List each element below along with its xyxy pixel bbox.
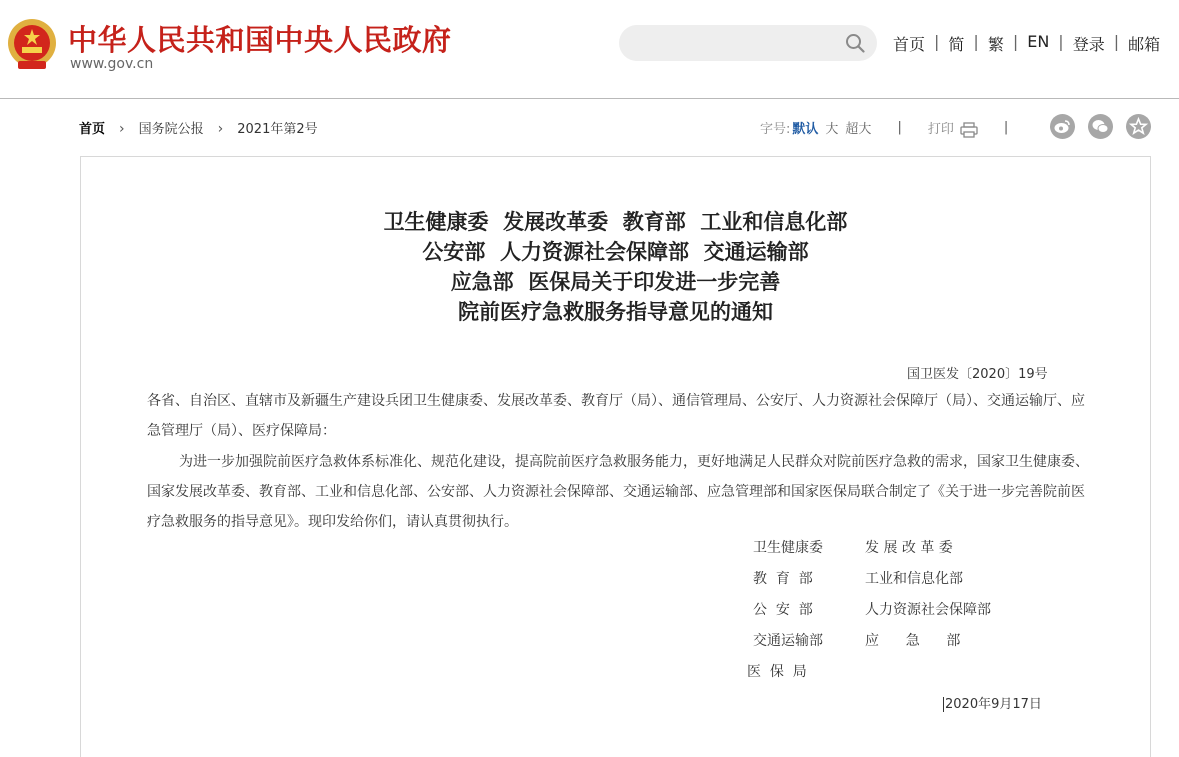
nav-separator: |: [1058, 32, 1064, 51]
weibo-icon[interactable]: [1050, 114, 1075, 139]
font-size-large[interactable]: 大: [825, 122, 839, 138]
signer-name: 发 展 改 革 委: [865, 540, 953, 556]
signer-name: 交通运输部: [753, 633, 823, 649]
breadcrumb-gazette[interactable]: 国务院公报: [138, 122, 204, 137]
chevron-right-icon: ›: [217, 121, 224, 137]
site-header: [0, 0, 1179, 99]
nav-separator: |: [1012, 32, 1019, 51]
document-title: [81, 207, 1150, 327]
nav-separator: |: [973, 32, 979, 51]
document-date: [943, 693, 1042, 712]
search-icon[interactable]: [845, 33, 865, 53]
nav-separator: |: [934, 32, 940, 51]
title-line: 应急部 医保局关于印发进一步完善: [450, 270, 781, 294]
document-date-text: 2020年9月17日: [945, 697, 1042, 712]
emblem-icon[interactable]: [6, 17, 58, 73]
nav-home[interactable]: 首页: [893, 35, 926, 54]
chevron-right-icon: ›: [119, 121, 125, 137]
top-nav: [893, 32, 1160, 55]
nav-mail[interactable]: 邮箱: [1128, 35, 1161, 54]
title-line: 公安部 人力资源社会保障部 交通运输部: [422, 240, 809, 264]
signer-name: 人力资源社会保障部: [865, 602, 991, 618]
breadcrumb-issue[interactable]: 2021年第2号: [237, 122, 318, 137]
print-label: 打印: [927, 122, 954, 137]
addressee-paragraph: 各省、自治区、直辖市及新疆生产建设兵团卫生健康委、发展改革委、教育厅（局）、通信管理局、公安厅、人力资源社会保障厅（局）、交通运输厅、应急管理厅（局）、医疗保障局：: [147, 393, 1085, 439]
tools-separator: |: [897, 120, 902, 136]
signer-name: 医 保 局: [747, 664, 807, 680]
breadcrumb: [79, 118, 318, 137]
nav-separator: |: [1113, 32, 1120, 51]
signer-name: 教 育 部: [753, 571, 813, 587]
document-panel: [80, 156, 1151, 757]
print-button[interactable]: [928, 118, 978, 138]
nav-login[interactable]: 登录: [1072, 35, 1105, 54]
signer-name: 应 急 部: [865, 633, 961, 649]
search-input[interactable]: [619, 25, 877, 61]
print-icon: [960, 122, 978, 138]
favorite-star-icon[interactable]: [1126, 114, 1151, 139]
nav-traditional[interactable]: 繁: [987, 35, 1004, 54]
tools-separator: |: [1003, 120, 1009, 136]
breadcrumb-home[interactable]: 首页: [79, 122, 106, 137]
body-paragraph: 为进一步加强院前医疗急救体系标准化、规范化建设，提高院前医疗急救服务能力，更好地满足人民群众对院前医疗急救的需求，国家卫生健康委、国家发展改革委、教育部、工业和信息化部、公安部、人力资源社会保障部、交通运输部、应急管理部和国家医保局联合制定了《关于进一步完善院前医疗急救服务的指导意见》。现印发给你们，请认真贯彻执行。: [147, 454, 1089, 530]
text-caret: [943, 697, 944, 712]
font-size-xlarge[interactable]: 超大: [845, 122, 872, 138]
title-line: 院前医疗急救服务指导意见的通知: [458, 300, 773, 324]
font-size-label: 字号:: [760, 122, 791, 138]
page-tools: [760, 118, 1034, 138]
font-size-default[interactable]: 默认: [792, 122, 819, 138]
site-domain: www.gov.cn: [70, 56, 154, 72]
title-line: 卫生健康委 发展改革委 教育部 工业和信息化部: [383, 210, 848, 234]
nav-simplified[interactable]: 简: [948, 35, 965, 54]
document-number: 国卫医发〔2020〕19号: [907, 367, 1048, 382]
wechat-icon[interactable]: [1088, 114, 1113, 139]
signer-name: 公 安 部: [753, 602, 813, 618]
nav-english[interactable]: EN: [1027, 32, 1050, 51]
signer-name: 卫生健康委: [753, 540, 823, 556]
site-title[interactable]: 中华人民共和国中央人民政府: [68, 23, 452, 57]
signer-name: 工业和信息化部: [865, 571, 963, 587]
